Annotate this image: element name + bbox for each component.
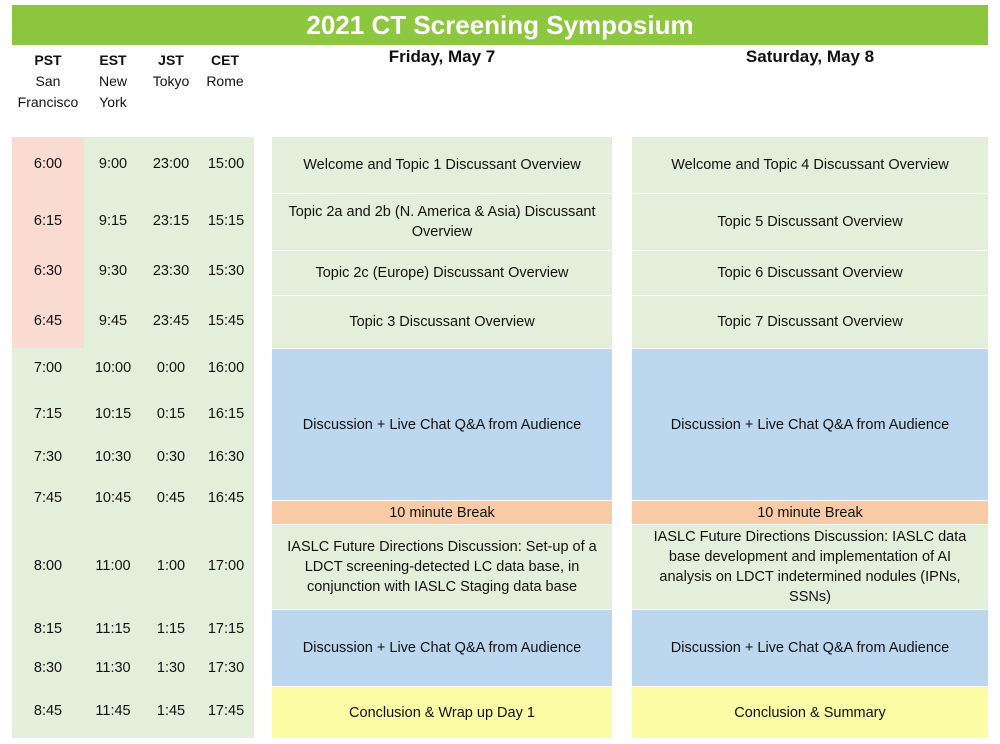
time-pst: 8:15 xyxy=(33,621,63,637)
tz-header-pst xyxy=(16,50,80,113)
time-cet: 17:45 xyxy=(207,703,245,719)
time-jst: 0:15 xyxy=(156,406,186,422)
time-jst: 1:30 xyxy=(156,660,186,676)
time-cet: 15:15 xyxy=(207,213,245,229)
friday-session-2: Topic 2a and 2b (N. America & Asia) Discussant Overview xyxy=(272,194,612,250)
time-pst: 8:30 xyxy=(33,660,63,676)
time-est: 9:00 xyxy=(98,156,128,172)
time-est: 9:45 xyxy=(98,313,128,329)
time-pst: 8:00 xyxy=(33,558,63,574)
time-jst: 0:30 xyxy=(156,449,186,465)
saturday-session-1: Welcome and Topic 4 Discussant Overview xyxy=(632,137,988,193)
time-cet: 15:45 xyxy=(207,313,245,329)
time-est: 9:30 xyxy=(98,263,128,279)
time-pst: 6:30 xyxy=(33,263,63,279)
time-pst: 6:45 xyxy=(33,313,63,329)
day-header-saturday: Saturday, May 8 xyxy=(745,47,875,66)
tz-code: JST xyxy=(158,52,184,68)
saturday-conclusion: Conclusion & Summary xyxy=(632,687,988,738)
tz-city: New xyxy=(98,73,127,89)
time-pst: 7:00 xyxy=(33,360,63,376)
time-pst: 7:15 xyxy=(33,406,63,422)
time-cet: 16:30 xyxy=(207,449,245,465)
saturday-session-3: Topic 6 Discussant Overview xyxy=(632,251,988,295)
friday-future-directions: IASLC Future Directions Discussion: Set-up of a LDCT screening-detected LC data base, in conjunction with IASLC Staging data base xyxy=(272,525,612,609)
time-jst: 1:15 xyxy=(156,621,186,637)
time-jst: 23:30 xyxy=(152,263,190,279)
saturday-break: 10 minute Break xyxy=(632,501,988,524)
tz-city: San xyxy=(35,73,61,89)
time-jst: 23:00 xyxy=(152,156,190,172)
saturday-session-4: Topic 7 Discussant Overview xyxy=(632,296,988,348)
time-jst: 0:45 xyxy=(156,490,186,506)
time-est: 10:45 xyxy=(94,490,132,506)
time-cet: 15:00 xyxy=(207,156,245,172)
saturday-discussion-2: Discussion + Live Chat Q&A from Audience xyxy=(632,610,988,686)
time-est: 11:15 xyxy=(95,621,131,637)
time-jst: 1:45 xyxy=(156,703,186,719)
saturday-future-directions: IASLC Future Directions Discussion: IASLC data base development and implementation of AI analysis on LDCT indetermined nodules (IPNs, SSNs) xyxy=(632,525,988,609)
time-jst: 1:00 xyxy=(156,558,186,574)
page-title: 2021 CT Screening Symposium xyxy=(12,5,988,45)
tz-city: York xyxy=(99,94,127,110)
time-cet: 15:30 xyxy=(207,263,245,279)
time-pst: 7:45 xyxy=(33,490,63,506)
time-est: 11:30 xyxy=(95,660,131,676)
time-cet: 17:15 xyxy=(207,621,245,637)
friday-conclusion: Conclusion & Wrap up Day 1 xyxy=(272,687,612,738)
time-jst: 0:00 xyxy=(156,360,186,376)
time-cet: 16:15 xyxy=(207,406,245,422)
saturday-session-2: Topic 5 Discussant Overview xyxy=(632,194,988,250)
time-est: 9:15 xyxy=(98,213,128,229)
tz-code: EST xyxy=(99,52,127,68)
time-est: 10:00 xyxy=(94,360,132,376)
time-jst: 23:15 xyxy=(152,213,190,229)
time-est: 11:00 xyxy=(95,558,131,574)
time-est: 11:45 xyxy=(95,703,131,719)
friday-discussion-1: Discussion + Live Chat Q&A from Audience xyxy=(272,349,612,500)
time-cet: 16:45 xyxy=(207,490,245,506)
tz-header-cet xyxy=(200,50,250,92)
friday-discussion-2: Discussion + Live Chat Q&A from Audience xyxy=(272,610,612,686)
saturday-discussion-1: Discussion + Live Chat Q&A from Audience xyxy=(632,349,988,500)
tz-code: CET xyxy=(211,52,239,68)
tz-city: Tokyo xyxy=(152,73,190,89)
friday-session-3: Topic 2c (Europe) Discussant Overview xyxy=(272,251,612,295)
tz-header-est xyxy=(88,50,138,113)
time-est: 10:30 xyxy=(94,449,132,465)
time-cet: 17:30 xyxy=(207,660,245,676)
time-pst: 7:30 xyxy=(33,449,63,465)
time-pst: 6:00 xyxy=(33,156,63,172)
time-cet: 17:00 xyxy=(207,558,245,574)
time-cet: 16:00 xyxy=(207,360,245,376)
tz-city: Rome xyxy=(206,73,244,89)
tz-city: Francisco xyxy=(17,94,79,110)
time-pst: 6:15 xyxy=(33,213,63,229)
tz-code: PST xyxy=(34,52,62,68)
tz-header-jst xyxy=(146,50,196,92)
day-header-friday: Friday, May 7 xyxy=(388,47,496,66)
time-pst: 8:45 xyxy=(33,703,63,719)
time-jst: 23:45 xyxy=(152,313,190,329)
friday-session-1: Welcome and Topic 1 Discussant Overview xyxy=(272,137,612,193)
time-est: 10:15 xyxy=(94,406,132,422)
friday-session-4: Topic 3 Discussant Overview xyxy=(272,296,612,348)
friday-break: 10 minute Break xyxy=(272,501,612,524)
